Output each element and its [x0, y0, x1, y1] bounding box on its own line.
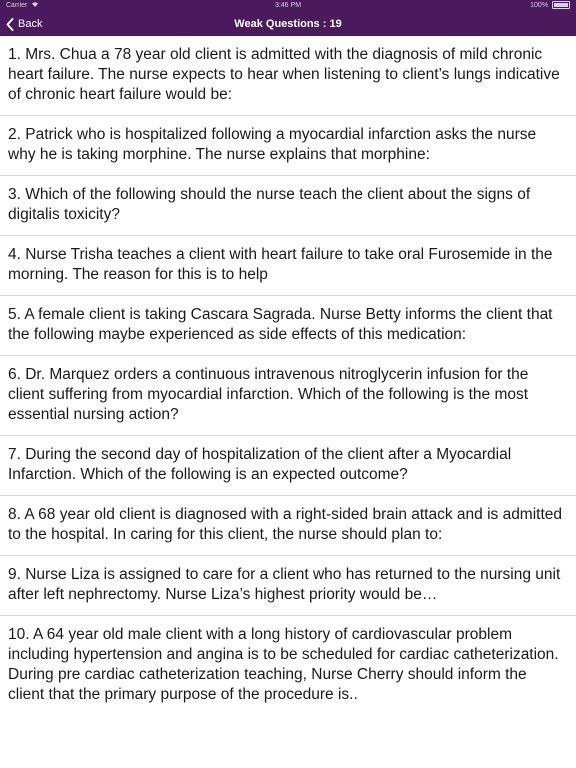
question-item[interactable]: 9. Nurse Liza is assigned to care for a client who has returned to the nursing unit after left nephrectomy. Nurse Liza’s highest priority would be… [0, 556, 576, 616]
navigation-bar [0, 12, 576, 36]
question-item[interactable]: 3. Which of the following should the nurse teach the client about the signs of digitalis toxicity? [0, 176, 576, 236]
battery-percent: 100% [530, 2, 549, 9]
battery-icon [552, 1, 570, 9]
back-label: Back [18, 18, 43, 30]
status-time: 3:46 PM [274, 2, 302, 9]
question-item[interactable]: 10. A 64 year old male client with a long history of cardiovascular problem including hypertension and angina is to be scheduled for cardiac catheterization. During pre cardiac catheterization teaching, Nurse Cherry should inform the client that the primary purpose of the procedure is.. [8, 626, 559, 703]
page-title: Weak Questions : 19 [234, 18, 342, 30]
question-item[interactable]: 2. Patrick who is hospitalized following a myocardial infarction asks the nurse why he is taking morphine. The nurse explains that morphine: [0, 116, 576, 176]
question-item[interactable]: 4. Nurse Trisha teaches a client with heart failure to take oral Furosemide in the morning. The reason for this is to help [0, 236, 576, 296]
question-list [0, 36, 576, 715]
status-battery [530, 0, 570, 12]
carrier-label: Carrier [6, 2, 28, 9]
question-item[interactable]: 7. During the second day of hospitalization of the client after a Myocardial Infarction. Which of the following is an expected outcome? [0, 436, 576, 496]
question-item[interactable]: 5. A female client is taking Cascara Sagrada. Nurse Betty informs the client that the following maybe experienced as side effects of this medication: [0, 296, 576, 356]
question-item[interactable]: 1. Mrs. Chua a 78 year old client is admitted with the diagnosis of mild chronic heart failure. The nurse expects to hear when listening to client’s lungs indicative of chronic heart failure would be: [0, 36, 576, 116]
status-bar [0, 0, 576, 12]
question-item[interactable]: 6. Dr. Marquez orders a continuous intravenous nitroglycerin infusion for the client suffering from myocardial infarction. Which of the following is the most essential nursing action? [0, 356, 576, 436]
question-item[interactable]: 8. A 68 year old client is diagnosed with a right-sided brain attack and is admitted to the hospital. In caring for this client, the nurse should plan to: [0, 496, 576, 556]
